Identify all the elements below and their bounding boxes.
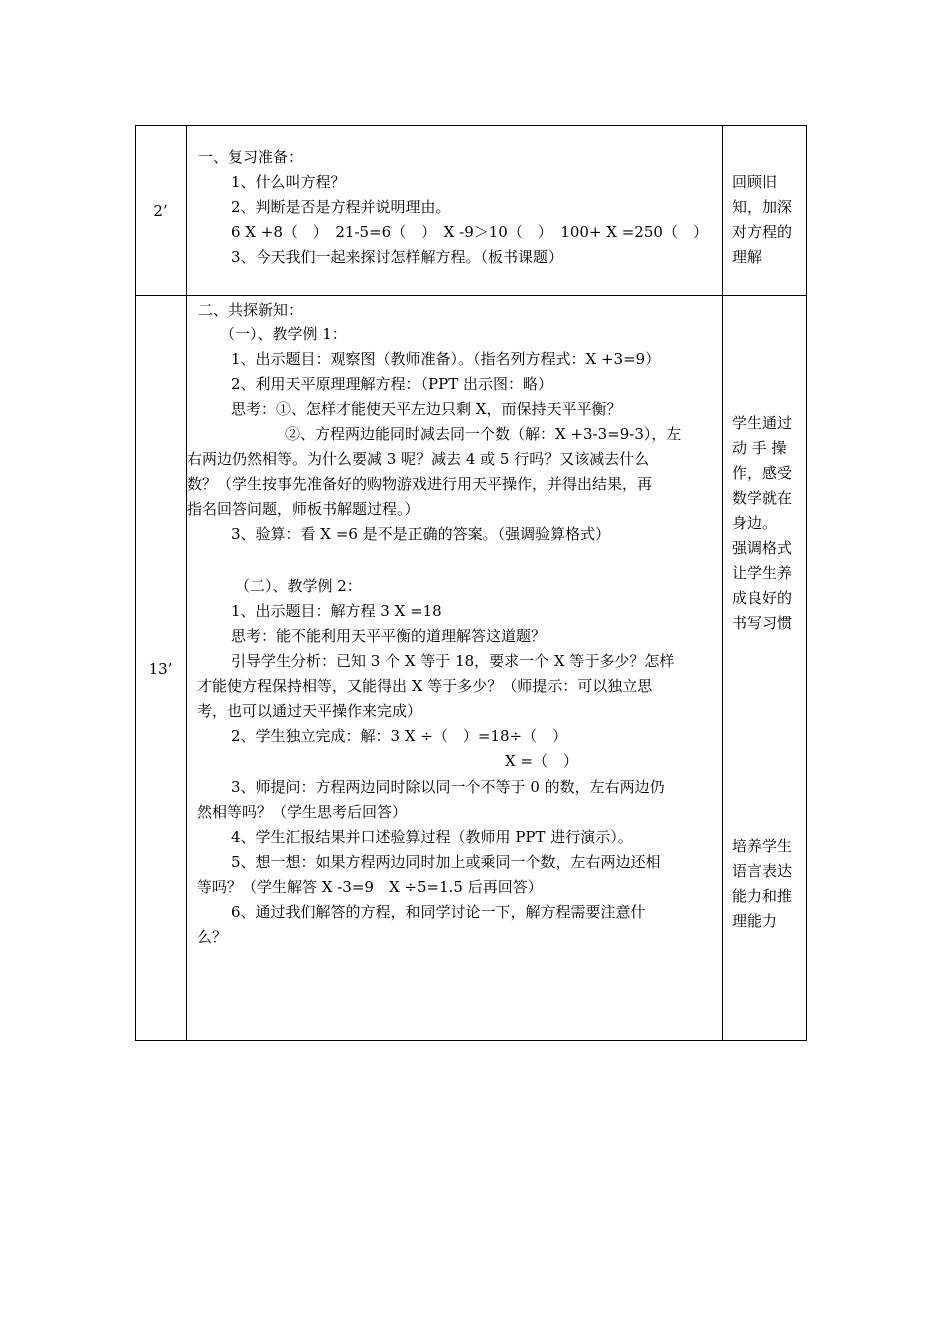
body-line: 2、利用天平原理理解方程：（PPT 出示图：略） bbox=[231, 375, 554, 393]
subsection-heading: （二）、教学例 2： bbox=[235, 577, 362, 595]
body-line: 考，也可以通过天平操作来完成） bbox=[197, 702, 423, 720]
body-line: 6、通过我们解答的方程，和同学讨论一下，解方程需要注意什 bbox=[231, 903, 646, 921]
row-note: 学生通过 动 手 操 作，感受 数学就在 身边。 强调格式 让学生养 成良好的 书写习惯 bbox=[732, 414, 793, 632]
body-line: 3、师提问：方程两边同时除以同一个不等于 0 的数，左右两边仍 bbox=[231, 778, 665, 796]
body-line: 1、出示题目：解方程 3 X =18 bbox=[231, 602, 442, 620]
body-line: 数？（学生按事先准备好的购物游戏进行用天平操作，并得出结果，再 bbox=[187, 475, 653, 493]
section-heading: 二、共探新知： bbox=[198, 301, 304, 319]
section-heading: 一、复习准备： bbox=[198, 148, 304, 166]
body-line: 么？ bbox=[197, 928, 228, 946]
table-border-right bbox=[806, 125, 807, 1041]
row-note: 培养学生 语言表达 能力和推 理能力 bbox=[732, 837, 793, 930]
table-row-divider bbox=[135, 295, 807, 296]
subsection-heading: （一）、教学例 1： bbox=[220, 325, 347, 343]
body-line: 然相等吗？（学生思考后回答） bbox=[197, 803, 408, 821]
lesson-table bbox=[135, 125, 807, 1041]
row-time: 13’ bbox=[148, 660, 173, 678]
body-line: 3、今天我们一起来探讨怎样解方程。（板书课题） bbox=[231, 248, 564, 266]
body-line: 2、学生独立完成：解：3 X ÷（ ）=18÷（ ） bbox=[231, 727, 568, 745]
body-line: 才能使方程保持相等，又能得出 X 等于多少？（师提示：可以独立思 bbox=[197, 677, 653, 695]
table-divider-time bbox=[186, 125, 187, 1041]
body-line: 4、学生汇报结果并口述验算过程（教师用 PPT 进行演示）。 bbox=[231, 828, 633, 846]
body-line: 思考：能不能利用天平平衡的道理解答这道题？ bbox=[231, 627, 547, 645]
body-line: ②、方程两边能同时减去同一个数（解：X +3-3=9-3），左 bbox=[285, 425, 682, 443]
body-line: 3、验算：看 X =6 是不是正确的答案。（强调验算格式） bbox=[231, 525, 611, 543]
body-line: 2、判断是否是方程并说明理由。 bbox=[231, 198, 451, 216]
body-line: 5、想一想：如果方程两边同时加上或乘同一个数，左右两边还相 bbox=[231, 853, 661, 871]
body-line: 1、什么叫方程？ bbox=[231, 173, 346, 191]
table-divider-note bbox=[722, 125, 723, 1041]
body-line: 指名回答问题，师板书解题过程。） bbox=[187, 500, 420, 518]
body-line: 引导学生分析：已知 3 个 X 等于 18，要求一个 X 等于多少？怎样 bbox=[231, 652, 675, 670]
body-line: 右两边仍然相等。为什么要减 3 呢？减去 4 或 5 行吗？又该减去什么 bbox=[187, 450, 650, 468]
body-line: X =（ ） bbox=[505, 752, 579, 770]
body-line: 6 X +8（ ） 21-5=6（ ） X -9＞10（ ） 100+ X =250（ ） bbox=[231, 223, 708, 241]
body-line: 1、出示题目：观察图（教师准备）。（指名列方程式：X +3=9） bbox=[231, 350, 661, 368]
body-line: 思考：①、怎样才能使天平左边只剩 X，而保持天平平衡？ bbox=[231, 400, 622, 418]
row-note: 回顾旧 知，加深 对方程的 理解 bbox=[732, 173, 793, 266]
body-line: 等吗？（学生解答 X -3=9 X ÷5=1.5 后再回答） bbox=[197, 878, 543, 896]
table-border-left bbox=[135, 125, 136, 1041]
table-border-bottom bbox=[135, 1040, 807, 1041]
table-border-top bbox=[135, 125, 807, 126]
row-time: 2’ bbox=[153, 202, 168, 220]
